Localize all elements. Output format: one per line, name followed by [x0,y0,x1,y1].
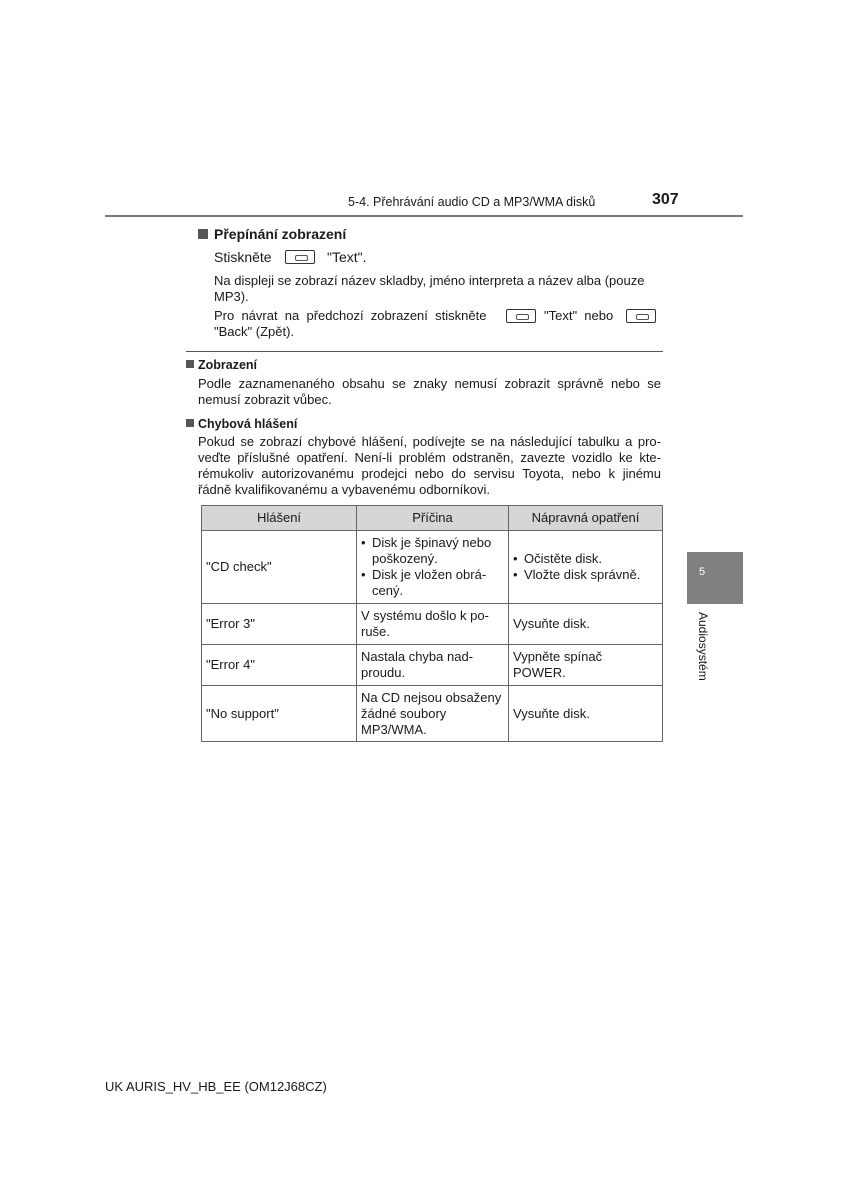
note-errors-line: řádně kvalifikovanému a vybavenému odborníkovi. [198,482,490,497]
press-text: "Text". [327,249,367,265]
remedy-bullet: • Očistěte disk. [513,551,658,567]
section-heading [198,226,346,242]
note-display-line: Podle zaznamenaného obsahu se znaky nemusí zobrazit správně nebo se [198,376,661,391]
cause-bullet: • Disk je špinavý nebo poškozený. [361,535,504,567]
message-cell: "CD check" [202,531,357,604]
message-cell: "Error 4" [202,645,357,686]
note-heading-display-text: Zobrazení [198,358,258,372]
table-row [202,531,663,604]
message-cell: "Error 3" [202,604,357,645]
side-tab-number: 5 [698,566,706,578]
text-button-icon [506,309,536,323]
header-title: 5-4. Přehrávání audio CD a MP3/WMA disků [348,195,596,209]
return-instruction-part1: Pro návrat na předchozí zobrazení stiskněte [214,308,487,323]
section-heading-text: Přepínání zobrazení [214,226,347,242]
column-header-remedy: Nápravná opatření [509,506,663,531]
return-instruction-line2: "Back" (Zpět). [214,324,295,339]
column-header-message: Hlášení [202,506,357,531]
cause-cell [357,531,509,604]
footer-text: UK AURIS_HV_HB_EE (OM12J68CZ) [105,1079,327,1094]
square-bullet-icon [186,419,194,427]
note-errors-line: veďte příslušné opatření. Není-li problém odstraněn, zavezte vozidlo ke kte- [198,450,661,465]
cause-cell: Na CD nejsou obsaženy žádné soubory MP3/WMA. [357,686,509,742]
remedy-cell: Vysuňte disk. [509,686,663,742]
cause-cell: V systému došlo k po-ruše. [357,604,509,645]
page-number: 307 [652,191,679,208]
square-bullet-icon [186,360,194,368]
message-cell: "No support" [202,686,357,742]
display-desc-line2: MP3). [214,289,249,304]
header-rule [105,215,743,217]
remedy-cell [509,531,663,604]
error-messages-table [201,505,663,742]
note-heading-errors-text: Chybová hlášení [198,417,298,431]
remedy-cell: Vypněte spínač POWER. [509,645,663,686]
table-row [202,686,663,742]
note-errors-line: rémukoliv autorizovanému prodejci nebo do servisu Toyota, nebo k jinému [198,466,661,481]
table-header-row [202,506,663,531]
return-instruction-part2: "Text" nebo [544,308,614,323]
display-desc-line1: Na displeji se zobrazí název skladby, jméno interpreta a název alba (pouze [214,273,645,288]
note-heading-errors [186,417,297,431]
remedy-cell: Vysuňte disk. [509,604,663,645]
side-tab [687,552,743,604]
press-prefix: Stiskněte [214,249,272,265]
note-heading-display [186,358,257,372]
cause-bullet: • Disk je vložen obrá-cený. [361,567,504,599]
table-row [202,604,663,645]
note-errors-line: Pokud se zobrazí chybové hlášení, podívejte se na následující tabulku a pro- [198,434,661,449]
text-button-icon [285,250,315,264]
side-tab-label: Audiosystém [696,612,710,681]
cause-cell: Nastala chyba nad-proudu. [357,645,509,686]
table-row [202,645,663,686]
square-bullet-icon [198,229,208,239]
column-header-cause: Příčina [357,506,509,531]
note-display-line: nemusí zobrazit vůbec. [198,392,332,407]
back-button-icon [626,309,656,323]
separator-rule [186,351,663,352]
remedy-bullet: • Vložte disk správně. [513,567,658,583]
